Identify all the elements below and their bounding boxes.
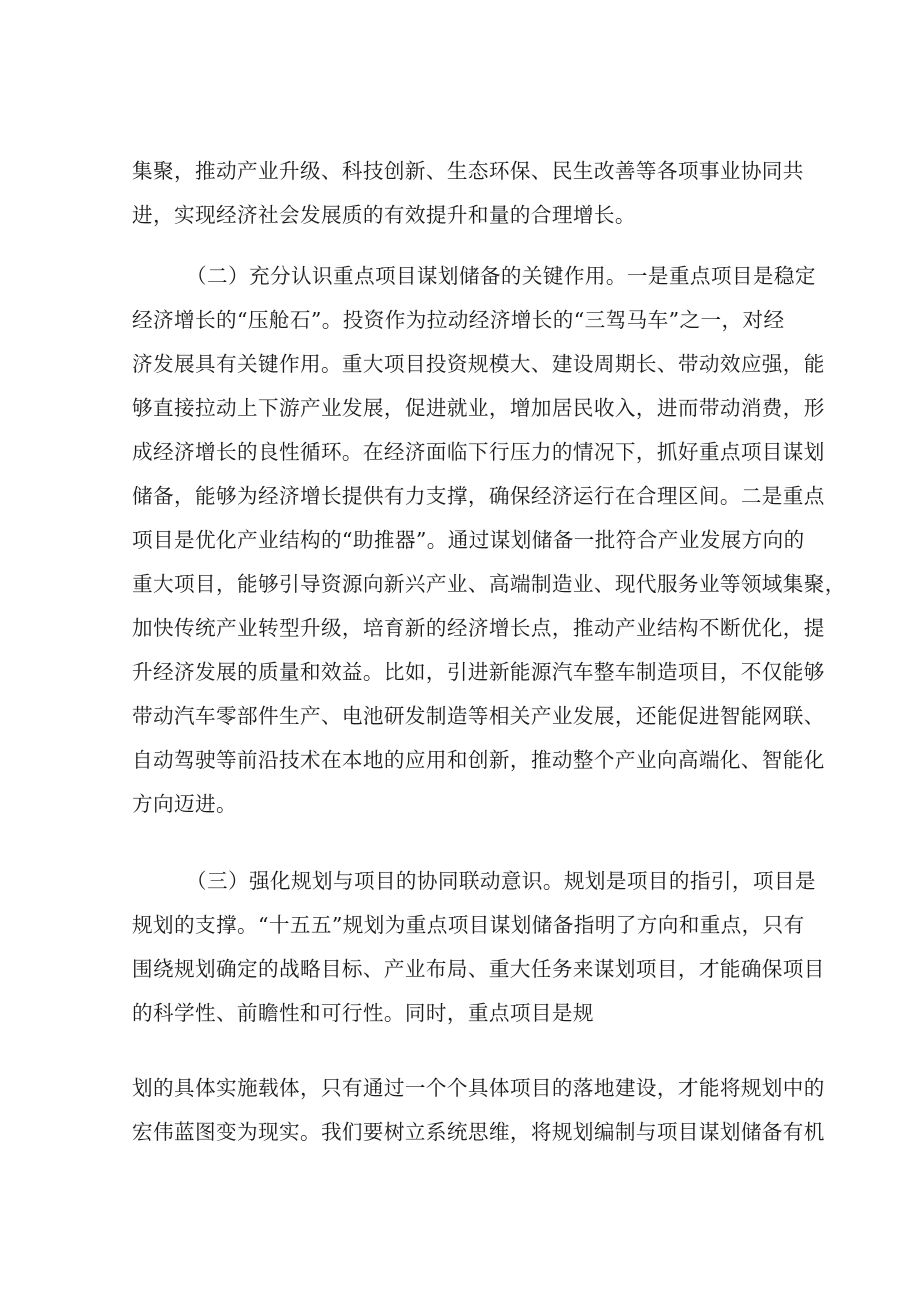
text-line: 集聚，推动产业升级、科技创新、生态环保、民生改善等各项事业协同共 bbox=[132, 159, 804, 183]
text-line: 济发展具有关键作用。重大项目投资规模大、建设周期长、带动效应强，能 bbox=[132, 352, 825, 376]
text-line: 规划的支撑。“十五五”规划为重点项目谋划储备指明了方向和重点，只有 bbox=[132, 913, 805, 937]
text-line: 进，实现经济社会发展质的有效提升和量的合理增长。 bbox=[132, 203, 636, 227]
text-line: 加快传统产业转型升级，培育新的经济增长点，推动产业结构不断优化，提 bbox=[132, 616, 825, 640]
text-line: 项目是优化产业结构的“助推器”。通过谋划储备一批符合产业发展方向的 bbox=[132, 528, 805, 552]
text-line: 自动驾驶等前沿技术在本地的应用和创新，推动整个产业向高端化、智能化 bbox=[132, 748, 825, 772]
text-line: 围绕规划确定的战略目标、产业布局、重大任务来谋划项目，才能确保项目 bbox=[132, 957, 825, 981]
text-line: 成经济增长的良性循环。在经济面临下行压力的情况下，抓好重点项目谋划 bbox=[132, 440, 825, 464]
text-line: 的科学性、前瞻性和可行性。同时，重点项目是规 bbox=[132, 1001, 594, 1025]
text-line: 经济增长的“压舱石”。投资作为拉动经济增长的“三驾马车”之一，对经 bbox=[132, 308, 785, 332]
text-line: 储备，能够为经济增长提供有力支撑，确保经济运行在合理区间。二是重点 bbox=[132, 484, 825, 508]
text-line: 升经济发展的质量和效益。比如，引进新能源汽车整车制造项目，不仅能够 bbox=[132, 660, 825, 684]
text-line: 带动汽车零部件生产、电池研发制造等相关产业发展，还能促进智能网联、 bbox=[132, 704, 825, 728]
text-line: 划的具体实施载体，只有通过一个个具体项目的落地建设，才能将规划中的 bbox=[132, 1076, 825, 1100]
text-line: 重大项目，能够引导资源向新兴产业、高端制造业、现代服务业等领域集聚， bbox=[132, 572, 846, 596]
text-line: 够直接拉动上下游产业发展，促进就业，增加居民收入，进而带动消费，形 bbox=[132, 396, 825, 420]
section-heading-line: （二）充分认识重点项目谋划储备的关键作用。一是重点项目是稳定 bbox=[186, 264, 816, 288]
text-line: 方向迈进。 bbox=[132, 792, 237, 816]
text-line: 宏伟蓝图变为现实。我们要树立系统思维，将规划编制与项目谋划储备有机 bbox=[132, 1120, 825, 1144]
section-heading-line: （三）强化规划与项目的协同联动意识。规划是项目的指引，项目是 bbox=[186, 869, 816, 893]
